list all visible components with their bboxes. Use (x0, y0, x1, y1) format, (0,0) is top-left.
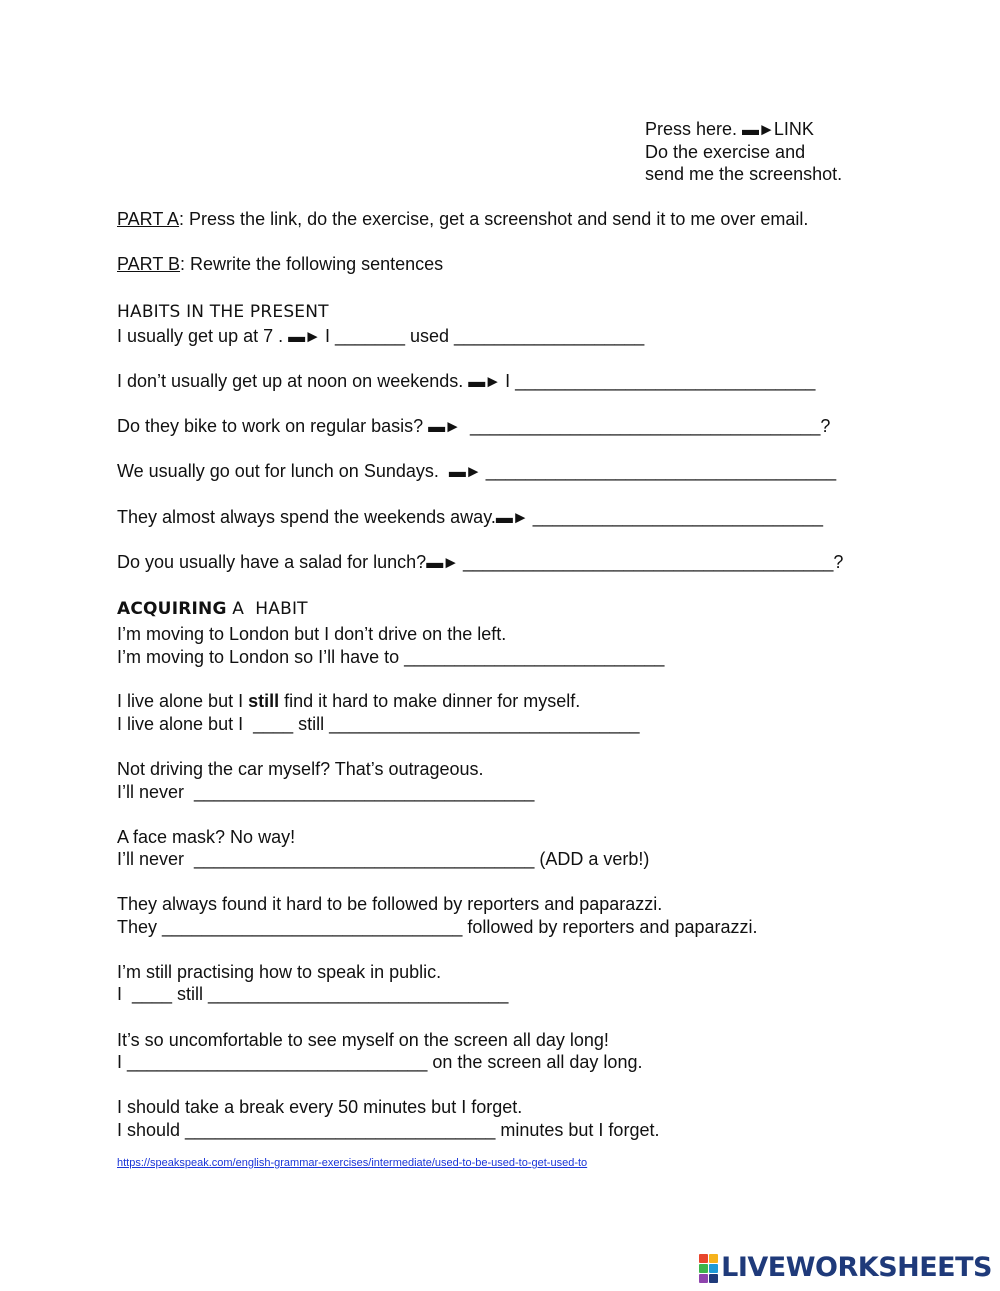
arrow-right-icon: ▬► (428, 417, 460, 436)
exercise-item (117, 506, 823, 529)
exercise-item (117, 325, 644, 348)
section-heading-habits-present: HABITS IN THE PRESENT (117, 302, 329, 322)
part-a-text: : Press the link, do the exercise, get a screenshot and send it to me over email. (179, 209, 809, 229)
prompt-bold: still (248, 691, 280, 711)
exercise-prompt: I should take a break every 50 minutes but I forget. (117, 1097, 523, 1117)
exercise-prompt: They always found it hard to be followed by reporters and paparazzi. (117, 894, 663, 914)
prompt-text: I live alone but I (117, 691, 249, 711)
link-instruction-line1 (645, 118, 814, 141)
arrow-right-icon: ▬► (426, 553, 459, 572)
logo-text: LIVEWORKSHEETS (721, 1252, 992, 1283)
exercise-item (117, 460, 836, 483)
logo-tile (709, 1264, 718, 1273)
logo-tile (699, 1254, 708, 1263)
arrow-right-icon: ▬► (448, 462, 481, 481)
answer-line[interactable]: I should _______________________________ minutes but I forget. (117, 1120, 660, 1140)
link-instruction-line3: send me the screenshot. (645, 164, 843, 184)
exercise-prompt: I’m moving to London but I don’t drive on the left. (117, 624, 507, 644)
answer-line[interactable]: I’ll never __________________________________ (117, 782, 535, 802)
logo-tile (709, 1254, 718, 1263)
arrow-right-icon: ▬► (468, 372, 501, 391)
part-b-text: : Rewrite the following sentences (180, 254, 444, 274)
exercise-prompt: I don’t usually get up at noon on weekends. (117, 371, 469, 391)
liveworksheets-logo (699, 1253, 992, 1283)
exercise-prompt: I usually get up at 7 . (117, 326, 289, 346)
part-b-instruction (117, 253, 443, 275)
link-instruction-line2: Do the exercise and (645, 142, 806, 162)
heading-bold-part: ACQUIRING (117, 599, 227, 619)
answer-blank[interactable]: I ______________________________ (500, 371, 816, 391)
arrow-right-icon: ▬► (495, 508, 528, 527)
link-label[interactable]: LINK (773, 119, 814, 139)
exercise-prompt: Not driving the car myself? That’s outrageous. (117, 759, 484, 779)
exercise-prompt: It’s so uncomfortable to see myself on the screen all day long! (117, 1030, 609, 1050)
logo-tile (699, 1264, 708, 1273)
section-heading-acquiring-habit (117, 598, 308, 620)
exercise-item (117, 415, 830, 438)
logo-tiles-icon (699, 1254, 718, 1283)
answer-line[interactable]: I ____ still ______________________________ (117, 984, 509, 1004)
exercise-prompt (117, 690, 580, 712)
exercise-item (117, 551, 843, 574)
heading-rest-part: A HABIT (226, 599, 308, 619)
answer-line[interactable]: I live alone but I ____ still _______________________________ (117, 714, 640, 734)
answer-blank[interactable]: ___________________________________ (480, 461, 837, 481)
exercise-prompt: Do you usually have a salad for lunch? (117, 552, 427, 572)
logo-tile (709, 1274, 718, 1283)
answer-line[interactable]: I’m moving to London so I’ll have to __________________________ (117, 647, 665, 667)
answer-blank[interactable]: _____________________________ (527, 507, 824, 527)
part-a-label: PART A (117, 209, 180, 229)
answer-blank[interactable]: _____________________________________? (458, 552, 844, 572)
part-b-label: PART B (117, 254, 181, 274)
exercise-item (117, 370, 815, 393)
answer-blank[interactable]: ___________________________________? (460, 416, 831, 436)
arrow-right-icon: ▬► (288, 327, 320, 346)
exercise-prompt: Do they bike to work on regular basis? (117, 416, 429, 436)
source-link[interactable]: https://speakspeak.com/english-grammar-exercises/intermediate/used-to-be-used-to-get-used-to (117, 1157, 588, 1169)
arrow-right-icon: ▬► (742, 120, 774, 139)
answer-blank[interactable]: I _______ used ___________________ (319, 326, 645, 346)
answer-line[interactable]: I’ll never __________________________________ (ADD a verb!) (117, 849, 650, 869)
answer-line[interactable]: They ______________________________ followed by reporters and paparazzi. (117, 917, 758, 937)
exercise-prompt: We usually go out for lunch on Sundays. (117, 461, 449, 481)
part-a-instruction (117, 208, 808, 230)
logo-tile (699, 1274, 708, 1283)
answer-line[interactable]: I ______________________________ on the screen all day long. (117, 1052, 643, 1072)
prompt-text: find it hard to make dinner for myself. (279, 691, 581, 711)
exercise-prompt: I’m still practising how to speak in public. (117, 962, 442, 982)
exercise-prompt: They almost always spend the weekends away. (117, 507, 496, 527)
exercise-prompt: A face mask? No way! (117, 827, 296, 847)
press-here-text: Press here. (645, 119, 743, 139)
